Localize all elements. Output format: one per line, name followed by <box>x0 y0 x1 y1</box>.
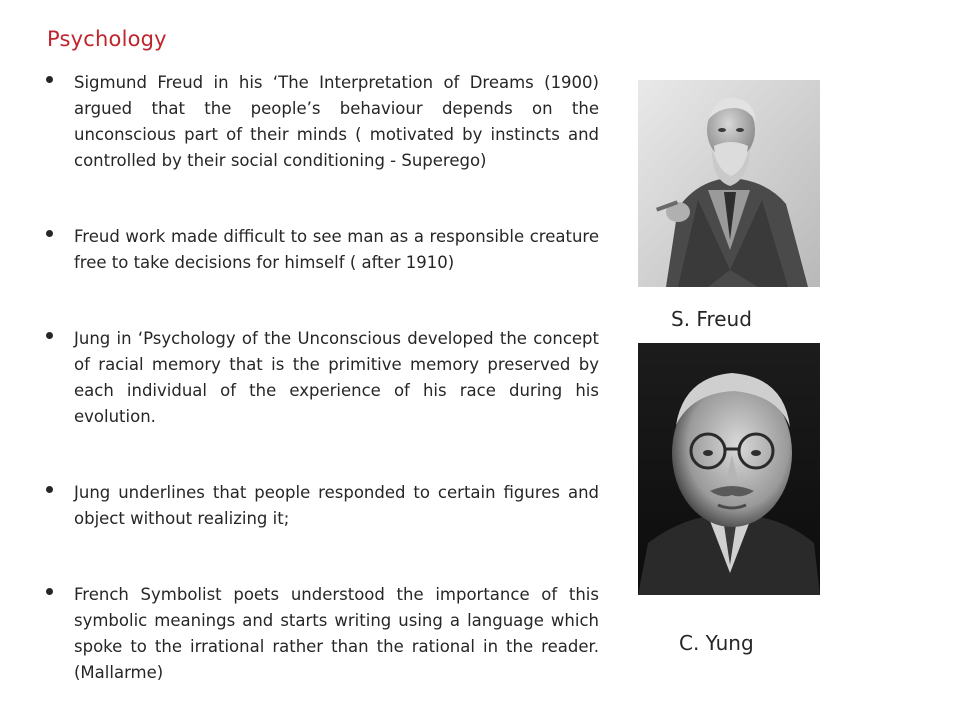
bullet-item-freud-responsibility <box>46 224 599 276</box>
bullet-text: Freud work made difficult to see man as a responsible creature free to take decisions for himself ( after 1910) <box>74 227 599 272</box>
freud-portrait-photo <box>638 80 820 287</box>
bullet-point-icon <box>46 588 53 595</box>
slide-title: Psychology <box>47 27 167 51</box>
jung-portrait-photo <box>638 343 820 595</box>
bullet-item-freud-dreams <box>46 70 599 174</box>
bullet-point-icon <box>46 486 53 493</box>
bullet-item-symbolist-poets <box>46 582 599 686</box>
bullet-point-icon <box>46 230 53 237</box>
bullet-point-icon <box>46 332 53 339</box>
bullet-item-jung-racial-memory <box>46 326 599 430</box>
freud-caption: S. Freud <box>671 307 752 331</box>
bullet-text: Jung underlines that people responded to certain figures and object without realizing it; <box>74 483 599 528</box>
bullet-text: Jung in ‘Psychology of the Unconscious developed the concept of racial memory that is the primitive memory preserved by each individual of the experience of his race during his evolution. <box>74 329 599 426</box>
bullet-text: French Symbolist poets understood the importance of this symbolic meanings and starts writing using a language which spoke to the irrational rather than the rational in the reader. (Mallarme) <box>74 585 599 682</box>
jung-caption: C. Yung <box>679 631 754 655</box>
bullet-text: Sigmund Freud in his ‘The Interpretation of Dreams (1900) argued that the people’s behaviour depends on the unconscious part of their minds ( motivated by instincts and controlled by their social conditioning - Superego) <box>74 73 599 170</box>
bullet-point-icon <box>46 76 53 83</box>
bullet-item-jung-figures <box>46 480 599 532</box>
